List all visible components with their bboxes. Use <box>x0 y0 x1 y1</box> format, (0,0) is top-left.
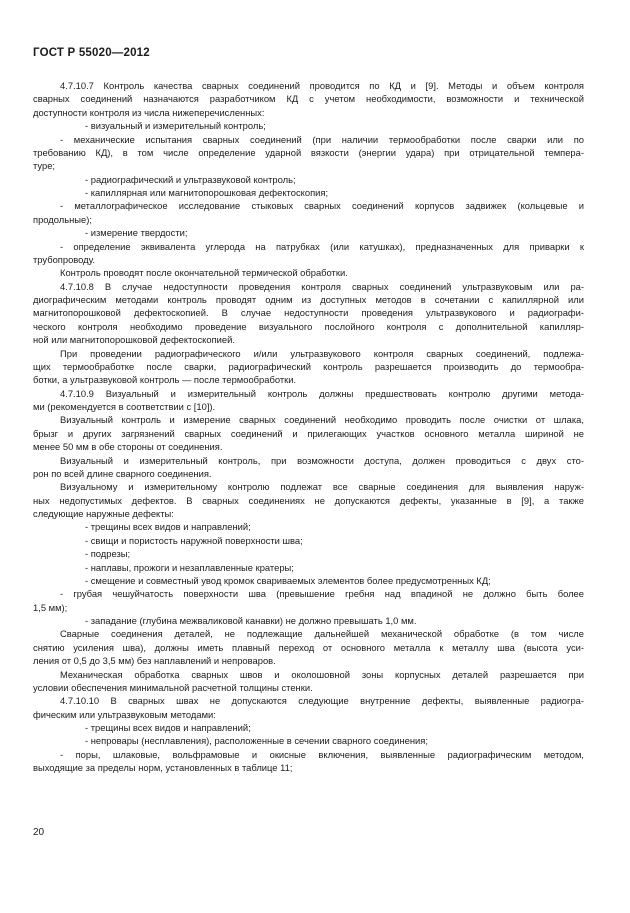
paragraph-line: фическим или ультразвуковым методами: <box>33 708 216 720</box>
paragraph-line: ной или магнитопорошковой дефектоскопией. <box>33 334 235 346</box>
paragraph-line: продольные); <box>33 213 92 225</box>
paragraph-line: ми (рекомендуется в соответствии с [10]). <box>33 401 216 412</box>
paragraph-line: - металлографическое исследование стыковых сварных соединений корпусов задвижек (кольцевые и <box>60 200 584 212</box>
paragraph-line: 4.7.10.7 Контроль качества сварных соединений проводится по КД и [9]. Методы и объем контроля <box>60 80 584 91</box>
paragraph-line: туре; <box>33 160 56 172</box>
paragraph-line: 4.7.10.10 В сварных швах не допускаются следующие внутренние дефекты, выявленные радиогра- <box>60 695 584 707</box>
paragraph-line: требованию КД), в том числе определение ударной вязкости (энергии удара) при отрицательной темпера- <box>33 146 584 158</box>
paragraph-line: диографическим методами контроль проводят одним из доступных методов в сочетании с капиллярной или <box>33 294 584 305</box>
list-item-line: - трещины всех видов и направлений; <box>85 722 251 733</box>
list-item-line: - визуальный и измерительный контроль; <box>85 120 266 132</box>
paragraph-line: Сварные соединения деталей, не подлежащие дальнейшей механической обработке (в том числе <box>60 628 584 640</box>
paragraph-line: снятию усиления шва), должны иметь плавный переход от основного металла к металлу шва (высота уси- <box>33 641 584 653</box>
paragraph-line: условии обеспечения минимальной расчетной толщины стенки. <box>33 681 313 693</box>
paragraph-line: Визуальный контроль и измерение сварных соединений необходимо проводить после очистки от шлака, <box>60 414 584 426</box>
paragraph-line: - определение эквивалента углерода на патрубках (или катушках), предназначенных для приварки к <box>60 240 584 252</box>
paragraph-line: - механические испытания сварных соединений (при наличии термообработки после сварки или по <box>60 133 584 145</box>
paragraph-line: рон по всей длине сварного соединения. <box>33 467 212 479</box>
paragraph-line: 4.7.10.8 В случае недоступности проведения контроля сварных соединений ультразвуковым или ра- <box>60 280 584 292</box>
paragraph-line: ных недопустимых дефектов. В сварных соединениях не допускаются дефекты, указанные в [9], а также <box>33 494 584 506</box>
paragraph-line: доступности контроля из числа нижеперечисленных: <box>33 106 265 118</box>
paragraph-line: щих термообработке после сварки, радиографический контроль разрешается производить до термообра- <box>33 360 584 372</box>
paragraph-line: менее 50 мм в обе стороны от соединения. <box>33 441 223 453</box>
paragraph-line: ческого контроля необходимо проведение визуального послойного контроля с дополнительной капилляр- <box>33 320 584 332</box>
paragraph-line: 1,5 мм); <box>33 601 68 613</box>
paragraph-line: Контроль проводят после окончательной термической обработки. <box>60 267 348 279</box>
paragraph-line: Визуальный и измерительный контроль, при возможности доступа, должен проводиться с двух сто- <box>60 454 584 466</box>
list-item-line: - радиографический и ультразвуковой контроль; <box>85 173 296 185</box>
paragraph-line: Механическая обработка сварных швов и околошовной зоны корпусных деталей разрешается при <box>60 668 584 680</box>
paragraph-line: брызг и других загрязнений сварных соединений и прилегающих участков основного металла шириной не <box>33 427 584 439</box>
paragraph-line: - грубая чешуйчатость поверхности шва (превышение гребня над впадиной не должно быть более <box>60 588 584 600</box>
list-item-line: - свищи и пористость наружной поверхности шва; <box>85 534 303 546</box>
paragraph-line: следующие наружные дефекты: <box>33 508 174 519</box>
list-item-line: - наплавы, прожоги и незаплавленные кратеры; <box>85 561 294 573</box>
list-item-line: - смещение и совместный увод кромок свариваемых элементов более предусмотренных КД; <box>85 574 491 586</box>
paragraph-line: выходящие за пределы норм, установленных в таблице 11; <box>33 762 293 774</box>
list-item-line: - измерение твердости; <box>85 227 188 239</box>
list-item-line: - капиллярная или магнитопорошковая дефектоскопия; <box>85 187 329 198</box>
paragraph-line: Визуальному и измерительному контролю подлежат все сварные соединения для выявления наруж- <box>60 481 584 493</box>
page-content <box>33 79 584 775</box>
paragraph-line: магнитопорошковой дефектоскопией. В случае недоступности проведения ультразвукового и радиографи- <box>33 307 584 319</box>
list-item-line: - трещины всех видов и направлений; <box>85 521 251 533</box>
paragraph-line: - поры, шлаковые, вольфрамовые и окисные включения, выявленные радиографическим методом, <box>60 748 584 760</box>
paragraph-line: ления от 0,5 до 3,5 мм) без наплавлений и непроваров. <box>33 655 276 667</box>
page-header: ГОСТ Р 55020—2012 <box>33 47 150 59</box>
paragraph-line: При проведении радиографического и/или ультразвукового контроля сварных соединений, подлежа- <box>60 347 584 359</box>
list-item-line: - западание (глубина межваликовой канавки) не должно превышать 1,0 мм. <box>85 615 417 626</box>
paragraph-line: сварных соединений назначаются разработчиком КД с учетом необходимости, возможности и технической <box>33 93 584 105</box>
list-item-line: - подрезы; <box>85 548 131 560</box>
page-number: 20 <box>33 827 45 838</box>
list-item-line: - непровары (несплавления), расположенные в сечении сварного соединения; <box>85 735 428 747</box>
paragraph-line: 4.7.10.9 Визуальный и измерительный контроль должны предшествовать контролю другими метода- <box>60 387 584 399</box>
paragraph-line: ботки, а ультразвуковой контроль — после термообработки. <box>33 374 297 386</box>
paragraph-line: трубопроводу. <box>33 253 95 265</box>
